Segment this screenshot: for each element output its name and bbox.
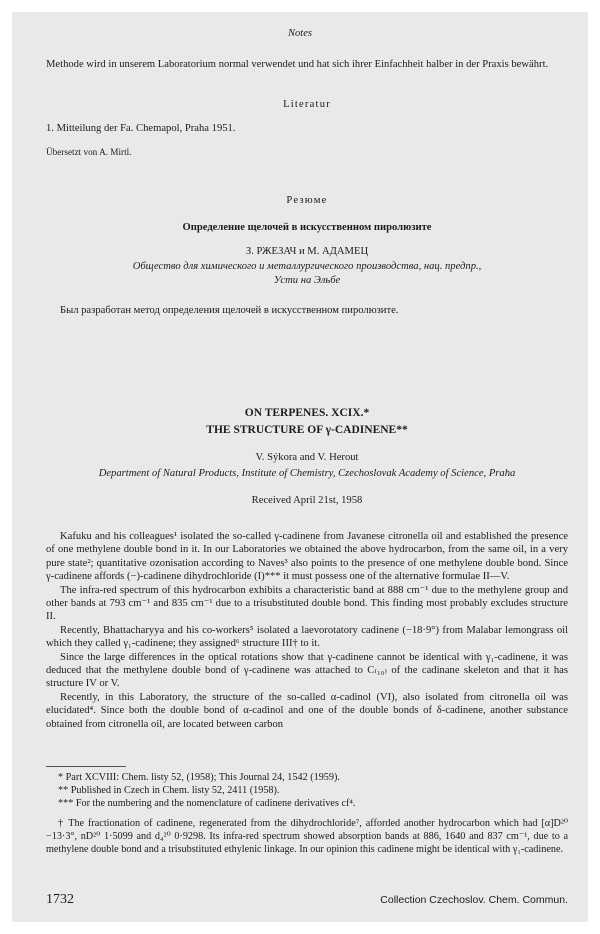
footnotes — [46, 772, 568, 810]
resume-heading: Резюме — [286, 195, 328, 206]
body-paragraph-4: Since the large differences in the optical rotations show that γ-cadinene cannot be identical with γ₁-cadinene, it was deduced that the methylene double bond of γ-cadinene was attached to C₍₁₀₎ of the cadinane skeleton and that it has structure IV or V. — [46, 651, 568, 690]
footnote-2: ** Published in Czech in Chem. listy 52, 2411 (1958). — [58, 784, 280, 796]
article-body — [46, 530, 568, 731]
literatur-heading: Literatur — [283, 99, 331, 110]
resume-affiliation-line1: Общество для химического и металлургического производства, нац. предпр., — [132, 261, 482, 272]
footnote-3: *** For the numbering and the nomenclature of cadinene derivatives cf⁴. — [58, 797, 356, 809]
body-paragraph-2: The infra-red spectrum of this hydrocarbon exhibits a characteristic band at 888 cm⁻¹ due to the methylene group and other bands at 793 cm⁻¹ and 835 cm⁻¹ due to a trisubstituted double bond. This finding most probably excludes structure II. — [46, 584, 568, 623]
footnote-1: * Part XCVIII: Chem. listy 52, (1958); This Journal 24, 1542 (1959). — [58, 772, 340, 783]
body-paragraph-3: Recently, Bhattacharyya and his co-workers⁵ isolated a laevorotatory cadinene (−18·9°) from Malabar lemongrass oil which they called γ₁-cadinene; they assigned⁶ structure III† to it. — [46, 624, 568, 650]
top-paragraph: Methode wird in unserem Laboratorium normal verwendet und hat sich ihrer Einfachheit halber in der Praxis bewährt. — [46, 59, 549, 70]
article-received: Received April 21st, 1958 — [251, 495, 363, 506]
running-head: Notes — [288, 28, 312, 39]
dagger-footnote: † The fractionation of cadinene, regenerated from the dihydrochloride⁷, afforded another hydrocarbon which had [α]D²⁰ −13·3°, nD²⁰ 1·5099 and d₄²⁰ 0·9298. Its infra-red spectrum showed absorption bands at 886, 1640 and 837 cm⁻¹, due to a methylene double bond and a trisubstituted ethylenic linkage. In our opinion this cadinene might be identical with γ₁-cadinene. — [46, 818, 568, 855]
body-paragraph-5: Recently, in this Laboratory, the structure of the so-called α-cadinol (VI), also isolated from citronella oil was elucidated⁴. Since both the double bond of α-cadinol and one of the double bonds of δ-cadinene, another substance obtained from citronella oil, are located between carbon — [46, 691, 568, 730]
article-title-line2: THE STRUCTURE OF γ-CADINENE** — [206, 424, 408, 436]
journal-name: Collection Czechoslov. Chem. Commun. — [380, 894, 568, 906]
literatur-item: 1. Mitteilung der Fa. Chemapol, Praha 1951. — [46, 123, 236, 134]
resume-text: Был разработан метод определения щелочей в искусственном пиролюзите. — [60, 305, 399, 316]
body-paragraph-1: Kafuku and his colleagues¹ isolated the so-called γ-cadinene from Javanese citronella oil and established the presence of one methylene double bond in it. In our Laboratories we obtained the above hydrocarbon, from the same oil, in a very pure state²; quantitative ozonisation according to Naves³ also points to the presence of one methylene double bond. Since γ-cadinene affords (−)-cadinene dihydrochloride (I)*** it must possess one of the alternative formulae II—V. — [46, 531, 568, 583]
resume-authors: З. РЖЕЗАЧ и М. АДАМЕЦ — [245, 246, 369, 257]
resume-affiliation-line2: Усти на Эльбе — [273, 275, 341, 286]
article-authors: V. Sýkora and V. Herout — [255, 452, 359, 463]
article-title-line1: ON TERPENES. XCIX.* — [244, 407, 370, 419]
translator-note: Übersetzt von A. Mirtl. — [46, 147, 132, 157]
page-sheet — [12, 12, 588, 922]
footnote-rule — [46, 766, 126, 767]
article-affiliation: Department of Natural Products, Institute of Chemistry, Czechoslovak Academy of Science, Praha — [98, 468, 516, 479]
resume-title: Определение щелочей в искусственном пиролюзите — [182, 222, 432, 233]
page-number: 1732 — [46, 892, 74, 907]
